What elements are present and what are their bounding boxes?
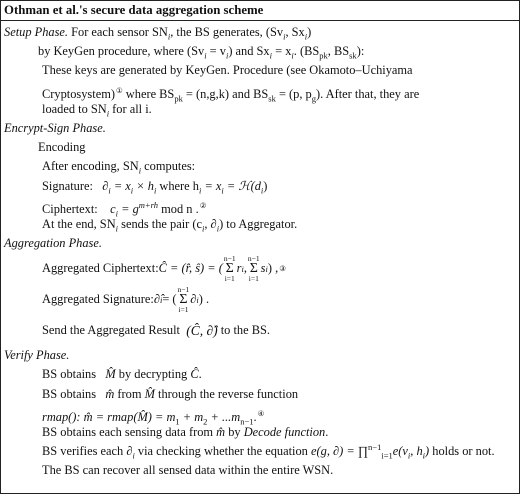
setup-line-5: loaded to $SN_i$ for all i. bbox=[42, 101, 152, 119]
encrypt-encoding: Encoding bbox=[38, 140, 86, 155]
scheme-content bbox=[0, 21, 520, 481]
encrypt-signature: Signature: $\partial_i = x_i \times h_i$ where $h_i = x_i$ = $ℋ(d_i)$ bbox=[42, 178, 268, 195]
footnote-4-icon: ④ bbox=[257, 408, 265, 418]
sum-symbol-icon: n−1 Σ i=1 bbox=[247, 253, 260, 283]
verify-line-6: The BS can recover all sensed data within the entire WSN. bbox=[42, 463, 334, 478]
encrypt-ciphertext: Ciphertext: $c_i = g^{m+rh}$ mod n .② bbox=[42, 199, 207, 219]
footnote-3-icon: ③ bbox=[279, 264, 286, 274]
aggregated-ciphertext: Aggregated Ciphertext: Ĉ = (r̂, ŝ) = ( n−1 Σ i=1 r i , n−1 Σ i=1 s i ) , ③ bbox=[42, 253, 286, 283]
footnote-1-icon: ① bbox=[115, 85, 123, 95]
send-aggregated-result: Send the Aggregated Result (Ĉ, ∂̂) to the BS. bbox=[42, 323, 270, 339]
setup-line-2: by KeyGen procedure, where $(Sv_i = v_i)$ and $Sx_i = x_i$. ($BS_{pk}$, $BS_{sk}$): bbox=[38, 44, 365, 61]
sum-symbol-icon: n−1 Σ i=1 bbox=[223, 253, 236, 283]
footnote-2-icon: ② bbox=[199, 200, 207, 210]
aggregation-phase-label: Aggregation Phase. bbox=[4, 236, 102, 251]
verify-phase-label: Verify Phase. bbox=[4, 348, 70, 363]
verify-line-4: BS obtains each sensing data from m̂ by Decode function. bbox=[42, 425, 329, 439]
sum-symbol-icon: n−1 Σ i=1 bbox=[177, 284, 190, 314]
setup-phase-label: Setup Phase. bbox=[4, 25, 69, 39]
setup-line-4: Cryptosystem)① where $BS_{pk} = (n,g,k)$ and $BS_{sk} = (p$, $p_g$). After that, they are bbox=[42, 85, 420, 104]
verify-line-2: BS obtains m̂ from M̂ through the reverse function bbox=[42, 386, 299, 401]
setup-line-3: These keys are generated by KeyGen. Procedure (see Okamoto–Uchiyama bbox=[42, 63, 413, 78]
encrypt-end: At the end, $SN_i$ sends the pair ($c_i$, $\partial_i$) to Aggregator. bbox=[42, 216, 298, 234]
setup-line-1: Setup Phase. For each sensor $SN_i$, the BS generates, ($Sv_i$, $Sx_i$) bbox=[4, 25, 312, 42]
verify-line-3: rmap(): m̂ = rmap(M̂) = $m_1 + m_2 + ...m_{n-1}.^④$ bbox=[42, 408, 265, 427]
encrypt-after: After encoding, $SN_i$ computes: bbox=[42, 159, 196, 176]
aggregated-signature: Aggregated Signature: ∂̂ i = ( n−1 Σ i=1 ∂ i ) . bbox=[42, 284, 210, 314]
verify-line-5: BS verifies each $\partial_i$ via checking whether the equation e(g, ∂) = $\prod^{n-1}_{i=1}e(v_i$, $h_i$) holds or not. bbox=[42, 442, 495, 461]
scheme-title: Othman et al.'s secure data aggregation scheme bbox=[0, 0, 520, 21]
verify-line-1: BS obtains M̂ by decrypting Ĉ. bbox=[42, 367, 202, 382]
encrypt-phase-label: Encrypt-Sign Phase. bbox=[4, 120, 106, 135]
